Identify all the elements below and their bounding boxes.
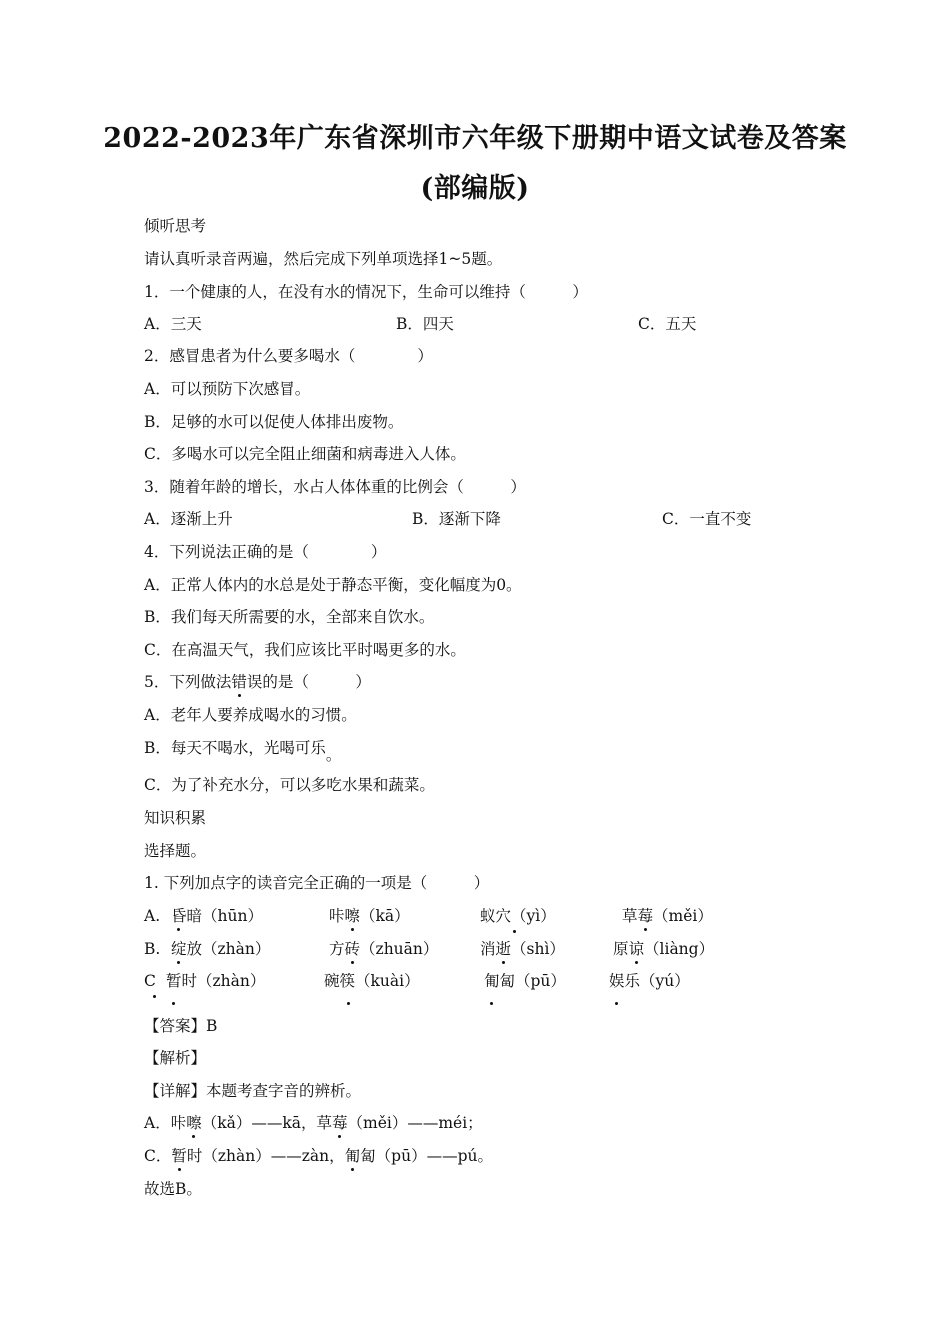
detail-option-a xyxy=(144,1113,483,1133)
detail-a-mid: （kǎ）——kā，草 xyxy=(201,1114,332,1132)
row-c-item-2: 碗筷（kuài） xyxy=(324,972,420,990)
row-c-dot-mark-2 xyxy=(172,1002,175,1005)
question-5-option-b xyxy=(144,738,342,764)
row-c-item-4: 娱乐（yú） xyxy=(609,972,690,990)
row-a-item-2-pre: 咔 xyxy=(329,907,345,925)
row-b-item-1 xyxy=(171,939,270,959)
row-c-dot-mark-5 xyxy=(615,1002,618,1005)
question-5-option-a: A．老年人要养成喝水的习惯。 xyxy=(144,706,357,724)
question-5-option-b-period: 。 xyxy=(325,746,342,764)
row-b-item-2-pre: 方 xyxy=(329,940,345,958)
question-5-stem xyxy=(144,672,371,692)
question-1-option-c: C．五天 xyxy=(638,315,697,333)
detail-a-pre: A．咔 xyxy=(144,1114,187,1132)
detail-line xyxy=(144,1081,361,1101)
row-a-item-4 xyxy=(622,906,713,926)
row-a-item-1 xyxy=(171,906,263,926)
row-c-dot-mark-1 xyxy=(153,995,156,998)
row-c-label: C xyxy=(144,972,156,990)
row-a-item-4-pre: 草 xyxy=(622,907,638,925)
row-b-item-2 xyxy=(329,939,438,959)
row-a-item-3 xyxy=(480,906,556,926)
detail-c-pre: C． xyxy=(144,1147,172,1165)
question-2-stem: 2．感冒患者为什么要多喝水（ ） xyxy=(144,347,433,365)
row-a-label: A. xyxy=(144,907,161,925)
row-b-item-4-pre: 原 xyxy=(613,940,629,958)
knowledge-question-1-stem: 1. 下列加点字的读音完全正确的一项是（ ） xyxy=(144,874,490,892)
answer-line: 【答案】B xyxy=(144,1017,218,1035)
document-subtitle: (部编版) xyxy=(420,173,530,204)
question-type-label: 选择题。 xyxy=(144,842,207,860)
row-a-item-2 xyxy=(329,906,410,926)
detail-c-post: 匐（pū）——pú。 xyxy=(360,1147,493,1165)
listening-instruction: 请认真听录音两遍，然后完成下列单项选择1~5题。 xyxy=(144,250,503,268)
detail-text: 本题考查字音的辨析。 xyxy=(206,1082,362,1100)
detail-option-c xyxy=(144,1146,493,1166)
question-4-option-a: A．正常人体内的水总是处于静态平衡，变化幅度为0。 xyxy=(144,576,522,594)
row-a-item-4-rest: （měi） xyxy=(653,907,713,925)
question-1-option-b: B．四天 xyxy=(396,315,454,333)
row-b-item-2-rest: （zhuān） xyxy=(360,940,439,958)
section-heading-listening: 倾听思考 xyxy=(144,217,207,235)
row-b-item-3-rest: （shì） xyxy=(511,940,565,958)
row-a-item-1-dot: 昏 xyxy=(171,907,187,925)
row-b-item-4 xyxy=(613,939,714,959)
row-b-item-4-rest: （liàng） xyxy=(644,940,715,958)
question-4-option-c: C．在高温天气，我们应该比平时喝更多的水。 xyxy=(144,641,466,659)
document-title: 2022-2023年广东省深圳市六年级下册期中语文试卷及答案 xyxy=(103,123,847,154)
question-5-stem-pre: 5．下列做法 xyxy=(144,673,232,691)
question-4-option-b: B．我们每天所需要的水，全部来自饮水。 xyxy=(144,608,435,626)
question-3-option-a: A．逐渐上升 xyxy=(144,510,233,528)
row-a-item-3-text: 蚁穴（yì） xyxy=(480,907,556,925)
question-1-stem: 1．一个健康的人，在没有水的情况下，生命可以维持（ ） xyxy=(144,283,588,301)
section-heading-knowledge: 知识积累 xyxy=(144,809,207,827)
question-3-option-c: C．一直不变 xyxy=(662,510,752,528)
question-2-option-b: B．足够的水可以促使人体排出废物。 xyxy=(144,413,404,431)
detail-a-dot-1: 嚓 xyxy=(186,1114,202,1132)
detail-c-dot-2: 匍 xyxy=(344,1147,361,1165)
detail-c-mid: 时（zhàn）——zàn， xyxy=(186,1147,345,1165)
row-b-item-3-dot: 逝 xyxy=(495,940,512,958)
question-2-option-c: C．多喝水可以完全阻止细菌和病毒进入人体。 xyxy=(144,445,466,463)
row-a-item-2-rest: （kā） xyxy=(360,907,410,925)
detail-a-dot-2: 莓 xyxy=(332,1114,348,1132)
question-5-option-c: C．为了补充水分，可以多吃水果和蔬菜。 xyxy=(144,776,435,794)
question-4-stem: 4．下列说法正确的是（ ） xyxy=(144,543,387,561)
row-c-dot-mark-4 xyxy=(490,1002,493,1005)
question-3-option-b: B．逐渐下降 xyxy=(412,510,501,528)
row-a-item-4-dot: 莓 xyxy=(637,907,654,925)
question-2-option-a: A．可以预防下次感冒。 xyxy=(144,380,311,398)
row-b-item-3-pre: 消 xyxy=(480,940,496,958)
question-5-dotted-char: 错 xyxy=(231,673,247,691)
row-c-item-3: 匍匐（pū） xyxy=(484,972,566,990)
row-a-item-3-dot-mark xyxy=(513,930,516,933)
row-c-dot-mark-3 xyxy=(347,1002,350,1005)
detail-a-post: （měi）——méi； xyxy=(347,1114,483,1132)
question-1-option-a: A．三天 xyxy=(144,315,202,333)
question-5-stem-post: 误的是（ ） xyxy=(246,673,371,691)
row-b-item-4-dot: 谅 xyxy=(628,940,645,958)
row-b-item-2-dot: 砖 xyxy=(344,940,361,958)
question-3-stem: 3．随着年龄的增长，水占人体体重的比例会（ ） xyxy=(144,478,526,496)
detail-label: 【详解】 xyxy=(144,1082,207,1100)
analysis-heading: 【解析】 xyxy=(144,1049,207,1067)
row-a-item-2-dot: 嚓 xyxy=(344,907,361,925)
row-b-item-1-dot: 绽 xyxy=(171,940,187,958)
conclusion-line: 故选B。 xyxy=(144,1180,202,1198)
row-b-item-1-rest: 放（zhàn） xyxy=(186,940,271,958)
row-a-item-1-rest: 暗（hūn） xyxy=(186,907,263,925)
question-5-option-b-text: B．每天不喝水，光喝可乐 xyxy=(144,739,326,757)
row-b-label: B. xyxy=(144,940,161,958)
row-c-item-1: 暂时（zhàn） xyxy=(166,972,266,990)
row-b-item-3 xyxy=(480,939,565,959)
detail-c-dot-1: 暂 xyxy=(171,1147,187,1165)
